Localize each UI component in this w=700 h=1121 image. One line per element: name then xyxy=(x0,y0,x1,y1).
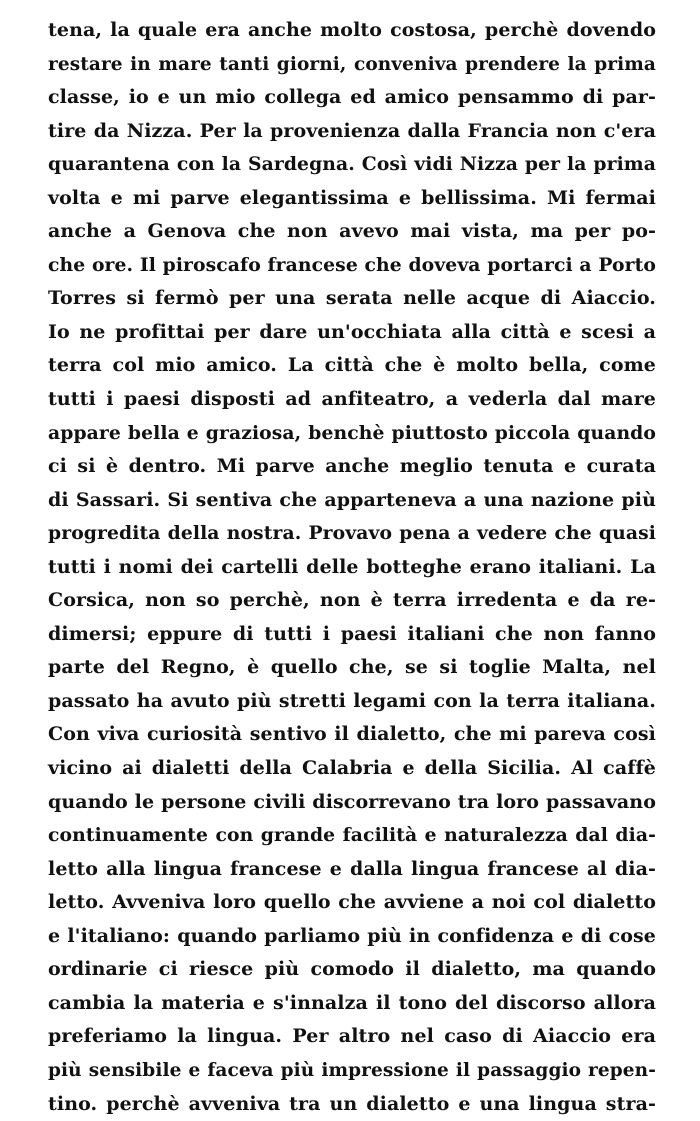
text-line: Io ne profittai per dare un'occhiata alla città e scesi a xyxy=(48,316,656,350)
text-line: restare in mare tanti giorni, conveniva prendere la prima xyxy=(48,48,656,82)
text-line: terra col mio amico. La città che è molto bella, come xyxy=(48,349,656,383)
text-line: dimersi; eppure di tutti i paesi italiani che non fanno xyxy=(48,618,656,652)
text-line: tutti i paesi disposti ad anfiteatro, a vederla dal mare xyxy=(48,383,656,417)
text-line: quarantena con la Sardegna. Così vidi Nizza per la prima xyxy=(48,148,656,182)
text-line: preferiamo la lingua. Per altro nel caso di Aiaccio era xyxy=(48,1020,656,1054)
text-line: Con viva curiosità sentivo il dialetto, che mi pareva così xyxy=(48,718,656,752)
text-line: vicino ai dialetti della Calabria e della Sicilia. Al caffè xyxy=(48,752,656,786)
text-line: tena, la quale era anche molto costosa, perchè dovendo xyxy=(48,14,656,48)
text-line: più sensibile e faceva più impressione il passaggio repen- xyxy=(48,1054,656,1088)
text-line: che ore. Il piroscafo francese che doveva portarci a Porto xyxy=(48,249,656,283)
text-line: cambia la materia e s'innalza il tono del discorso allora xyxy=(48,987,656,1021)
text-line: tire da Nizza. Per la provenienza dalla Francia non c'era xyxy=(48,115,656,149)
text-line: Corsica, non so perchè, non è terra irredenta e da re- xyxy=(48,584,656,618)
text-line: letto. Avveniva loro quello che avviene a noi col dialetto xyxy=(48,886,656,920)
text-line: classe, io e un mio collega ed amico pensammo di par- xyxy=(48,81,656,115)
text-line: ordinarie ci riesce più comodo il dialetto, ma quando xyxy=(48,953,656,987)
text-line: passato ha avuto più stretti legami con la terra italiana. xyxy=(48,685,656,719)
text-line: appare bella e graziosa, benchè piuttosto piccola quando xyxy=(48,417,656,451)
text-line: e l'italiano: quando parliamo più in confidenza e di cose xyxy=(48,920,656,954)
text-line: volta e mi parve elegantissima e bellissima. Mi fermai xyxy=(48,182,656,216)
text-line: parte del Regno, è quello che, se si toglie Malta, nel xyxy=(48,651,656,685)
page-text xyxy=(48,14,656,1121)
text-line: di Sassari. Si sentiva che apparteneva a una nazione più xyxy=(48,484,656,518)
text-line: ci si è dentro. Mi parve anche meglio tenuta e curata xyxy=(48,450,656,484)
text-line: continuamente con grande facilità e naturalezza dal dia- xyxy=(48,819,656,853)
text-line: quando le persone civili discorrevano tra loro passavano xyxy=(48,786,656,820)
text-line: tutti i nomi dei cartelli delle botteghe erano italiani. La xyxy=(48,551,656,585)
text-line: tino. perchè avveniva tra un dialetto e una lingua stra- xyxy=(48,1088,656,1121)
text-line: progredita della nostra. Provavo pena a vedere che quasi xyxy=(48,517,656,551)
text-line: anche a Genova che non avevo mai vista, ma per po- xyxy=(48,215,656,249)
text-line: letto alla lingua francese e dalla lingua francese al dia- xyxy=(48,853,656,887)
text-line: Torres si fermò per una serata nelle acque di Aiaccio. xyxy=(48,282,656,316)
